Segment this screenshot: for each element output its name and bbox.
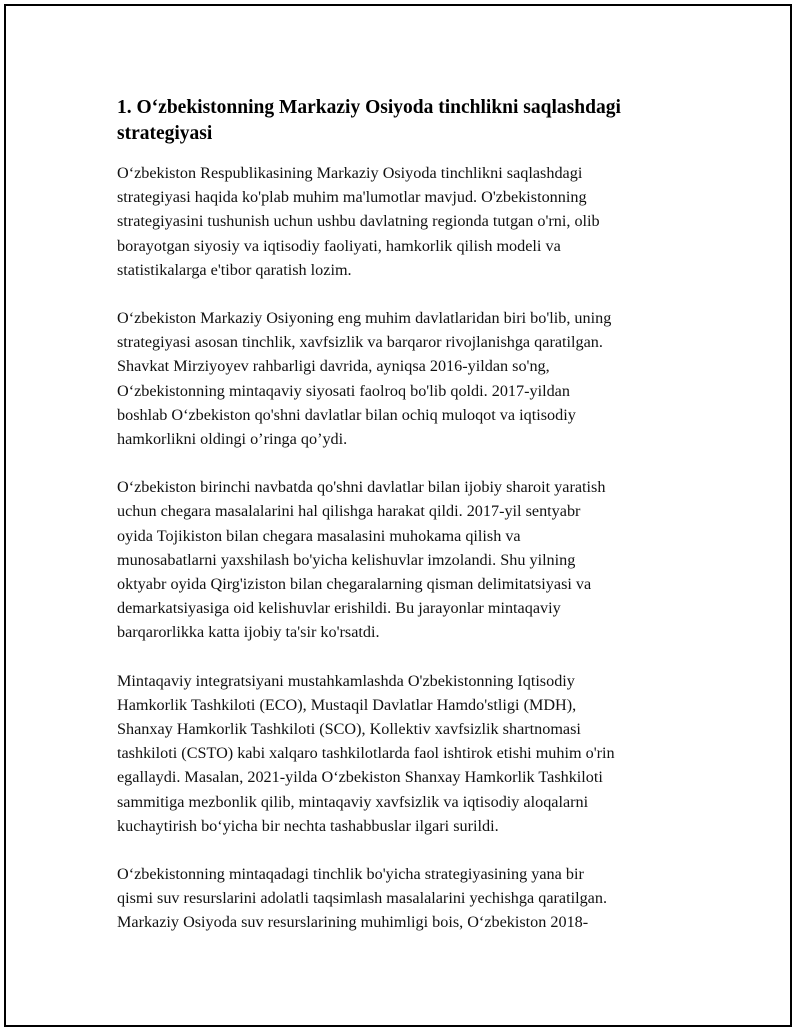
paragraph-water-resources: O‘zbekistonning mintaqadagi tinchlik bo'yicha strategiyasining yana bir qismi suv resurslarini adolatli taqsimlash masalalarini yechishga qaratilgan. Markaziy Osiyoda suv resurslarining muhimligi bois, O‘zbekiston 2018- [117, 865, 607, 932]
paragraph-integration: Mintaqaviy integratsiyani mustahkamlashda O'zbekistonning Iqtisodiy Hamkorlik Tashkiloti (ECO), Mustaqil Davlatlar Hamdo'stligi (MDH), Shanxay Hamkorlik Tashkiloti (SCO), Kollektiv xavfsizlik shartnomasi tashkiloti (CSTO) kabi xalqaro tashkilotlarda faol ishtirok etishi muhim o'rin egallaydi. Masalan, 2021-yilda O‘zbekiston Shanxay Hamkorlik Tashkiloti sammitiga mezbonlik qilib, mintaqaviy xavfsizlik va iqtisodiy aloqalarni kuchaytirish bo‘yicha bir nechta tashabbuslar ilgari surildi. [117, 671, 615, 835]
document-body [117, 95, 697, 959]
paragraph-intro: O‘zbekiston Respublikasining Markaziy Osiyoda tinchlikni saqlashdagi strategiyasi haqida ko'plab muhim ma'lumotlar mavjud. O'zbekistonning strategiyasini tushunish uchun ushbu davlatning regionda tutgan o'rni, olib borayotgan siyosiy va iqtisodiy faoliyati, hamkorlik qilish modeli va statistikalarga e'tibor qaratish lozim. [117, 164, 600, 279]
paragraph-border-issues: O‘zbekiston birinchi navbatda qo'shni davlatlar bilan ijobiy sharoit yaratish uchun chegara masalalarini hal qilishga harakat qildi. 2017-yil sentyabr oyida Tojikiston bilan chegara masalasini muhokama qilish va munosabatlarni yaxshilash bo'yicha kelishuvlar imzolandi. Shu yilning oktyabr oyida Qirg'iziston bilan chegaralarning qisman delimitatsiyasi va demarkatsiyasiga oid kelishuvlar erishildi. Bu jarayonlar mintaqaviy barqarorlikka katta ijobiy ta'sir ko'rsatdi. [117, 478, 606, 642]
paragraph-regional-role: O‘zbekiston Markaziy Osiyoning eng muhim davlatlaridan biri bo'lib, uning strategiyasi asosan tinchlik, xavfsizlik va barqaror rivojlanishga qaratilgan. Shavkat Mirziyoyev rahbarligi davrida, ayniqsa 2016-yildan so'ng, O‘zbekistonning mintaqaviy siyosati faolroq bo'lib qoldi. 2017-yildan boshlab O‘zbekiston qo'shni davlatlar bilan ochiq muloqot va iqtisodiy hamkorlikni oldingi o’ringa qo’ydi. [117, 309, 612, 449]
section-heading: 1. O‘zbekistonning Markaziy Osiyoda tinchlikni saqlashdagi strategiyasi [117, 97, 621, 144]
